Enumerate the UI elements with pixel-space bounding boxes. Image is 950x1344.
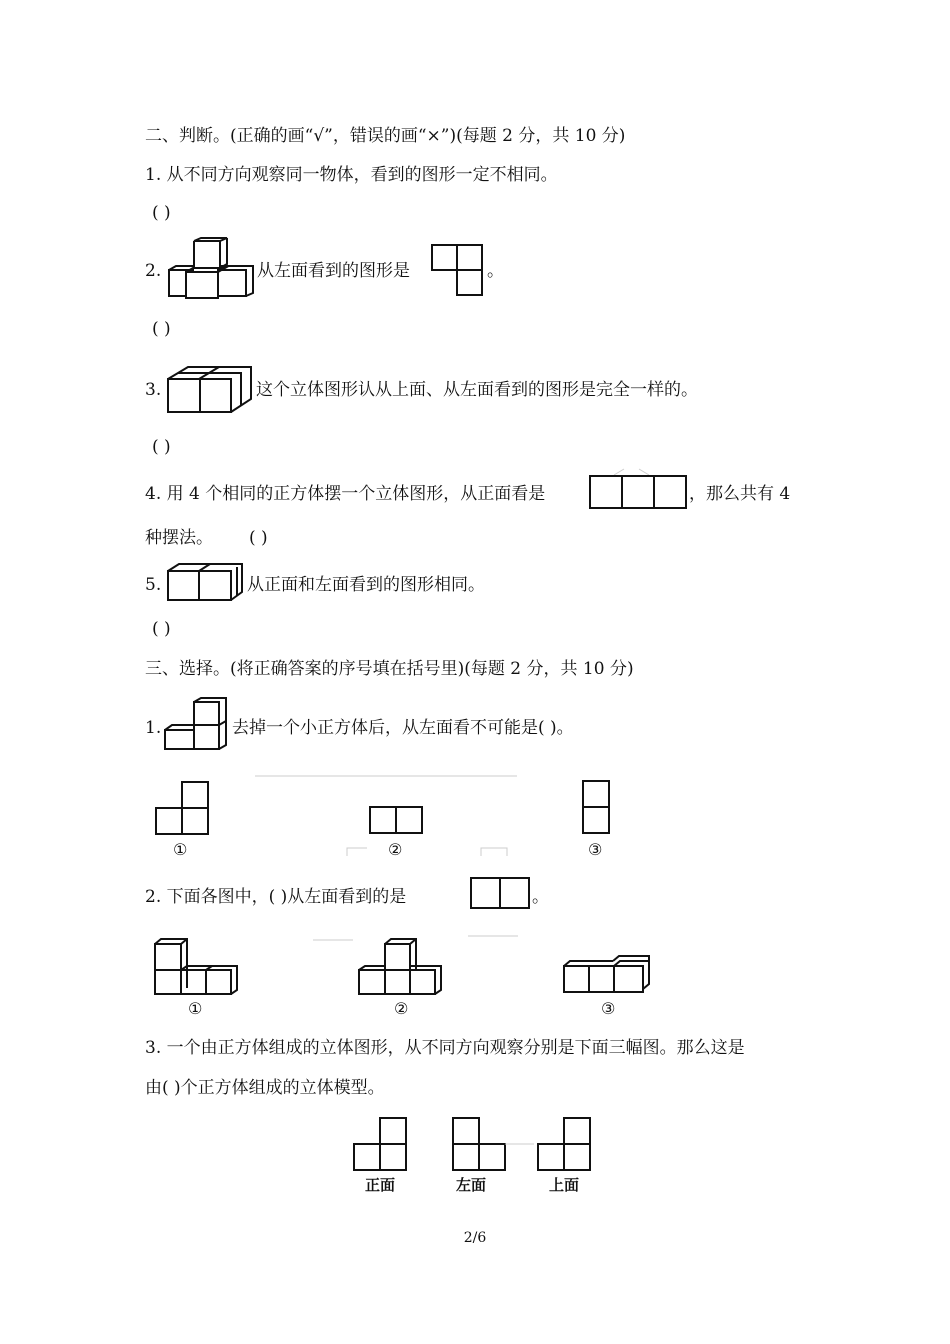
option-label-2-2: ② bbox=[394, 999, 409, 1018]
view-label-top: 上面 bbox=[549, 1176, 580, 1194]
question-3-1-text: 去掉一个小正方体后，从左面看不可能是( )。 bbox=[232, 718, 574, 738]
option-label-2: ② bbox=[388, 840, 403, 859]
option-3-cube-figure bbox=[563, 956, 655, 996]
question-2-3-text: 这个立体图形认从上面、从左面看到的图形是完全一样的。 bbox=[256, 380, 698, 400]
two-by-two-cube-figure bbox=[167, 366, 253, 414]
view-label-left: 左面 bbox=[456, 1176, 487, 1194]
section-2-heading: 二、判断。(正确的画“√”，错误的画“×”)(每题 2 分，共 10 分) bbox=[145, 126, 626, 146]
question-2-4-line2: 种摆法。 bbox=[145, 528, 213, 548]
question-2-3-number: 3. bbox=[145, 380, 162, 400]
faint-scan-line bbox=[255, 773, 520, 779]
question-2-2-number: 2. bbox=[145, 261, 162, 281]
three-square-front-view bbox=[589, 475, 689, 511]
option-1-cube-figure bbox=[154, 938, 240, 996]
answer-blank-2-1[interactable]: ( ) bbox=[152, 203, 171, 223]
cube-stack-figure bbox=[168, 238, 258, 298]
two-cube-row-figure bbox=[167, 563, 245, 605]
question-2-1: 1. 从不同方向观察同一物体，看到的图形一定不相同。 bbox=[145, 165, 558, 185]
question-3-3-line2: 由( )个正方体组成的立体模型。 bbox=[145, 1078, 385, 1098]
page-number: 2/6 bbox=[463, 1230, 487, 1246]
l-shape-cube-figure bbox=[164, 697, 230, 753]
question-2-2-text: 从左面看到的图形是 bbox=[257, 261, 410, 281]
question-2-4-end: ，那么共有 4 bbox=[689, 484, 791, 504]
option-label-1: ① bbox=[173, 840, 188, 859]
question-3-1-number: 1. bbox=[145, 718, 162, 738]
option-2-shape bbox=[369, 806, 425, 836]
question-2-4: 4. 用 4 个相同的正方体摆一个立体图形，从正面看是 bbox=[145, 484, 546, 504]
question-3-2-end: 。 bbox=[532, 887, 549, 907]
answer-blank-2-2[interactable]: ( ) bbox=[152, 319, 171, 339]
answer-blank-2-4[interactable]: ( ) bbox=[249, 528, 268, 548]
option-label-3: ③ bbox=[588, 840, 603, 859]
left-view-shape bbox=[431, 244, 487, 298]
question-3-2: 2. 下面各图中，( )从左面看到的是 bbox=[145, 887, 407, 907]
section-3-heading: 三、选择。(将正确答案的序号填在括号里)(每题 2 分，共 10 分) bbox=[145, 659, 634, 679]
two-square-left-view bbox=[470, 877, 532, 911]
question-2-2-end: 。 bbox=[487, 261, 504, 281]
answer-blank-2-5[interactable]: ( ) bbox=[152, 619, 171, 639]
front-view-shape bbox=[353, 1117, 409, 1173]
question-3-3-line1: 3. 一个由正方体组成的立体图形，从不同方向观察分别是下面三幅图。那么这是 bbox=[145, 1038, 745, 1058]
view-label-front: 正面 bbox=[365, 1176, 396, 1194]
option-label-2-1: ① bbox=[188, 999, 203, 1018]
option-label-2-3: ③ bbox=[601, 999, 616, 1018]
question-2-5-number: 5. bbox=[145, 575, 162, 595]
top-view-shape bbox=[537, 1117, 593, 1173]
option-2-cube-figure bbox=[358, 938, 444, 996]
option-3-shape bbox=[582, 780, 614, 836]
option-1-shape bbox=[155, 781, 211, 837]
question-2-5-text: 从正面和左面看到的图形相同。 bbox=[247, 575, 485, 595]
left-view-shape-q3 bbox=[452, 1117, 508, 1173]
answer-blank-2-3[interactable]: ( ) bbox=[152, 437, 171, 457]
